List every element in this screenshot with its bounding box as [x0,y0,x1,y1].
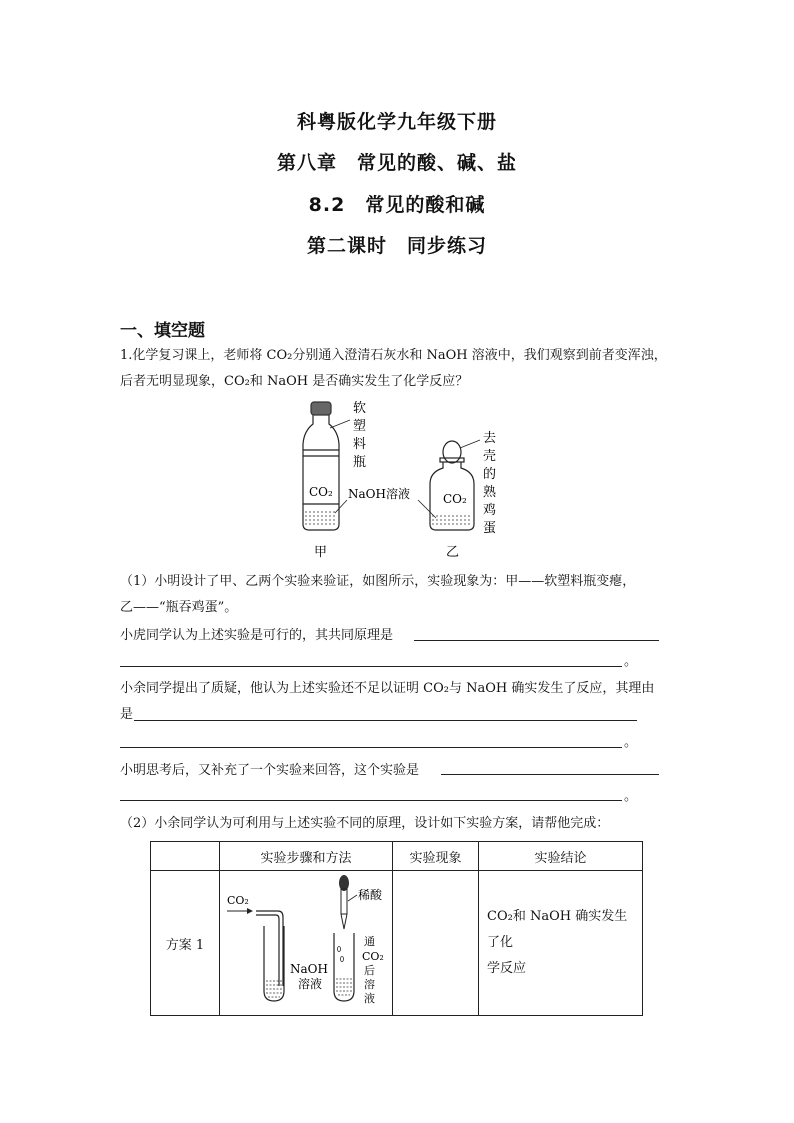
part1-line2: 乙——“瓶吞鸡蛋”。 [120,600,238,615]
apparatus-figure [290,398,510,563]
phenomenon-cell[interactable] [393,871,479,1016]
period-2: 。 [624,735,638,750]
flask-liquid [432,516,472,524]
xiaoming-prompt: 小明思考后，又补充了一个实验来回答，这个实验是 [120,763,420,778]
header-blank [151,842,220,871]
part2-prompt: （2）小余同学认为可利用与上述实验不同的原理，设计如下实验方案，请帮他完成： [120,816,610,831]
answer-blank-2b[interactable] [120,747,622,748]
row-label: 方案 1 [151,871,220,1016]
co2-label-a: CO₂ [309,485,333,499]
dropper-tube [341,889,347,914]
table-row [151,871,643,1016]
naoh-solution-label: NaOH溶液 [348,487,410,501]
q1-intro-line2: 后者无明显现象，CO₂和 NaOH 是否确实发生了化学反应？ [120,374,469,389]
conclusion-cell [479,871,643,1016]
xiaohu-prompt: 小虎同学认为上述实验是可行的，其共同原理是 [120,628,394,643]
answer-blank-1b[interactable] [120,666,622,667]
bottle-liquid [305,512,337,524]
answer-blank-2a[interactable] [134,720,637,721]
fig-solution-label: 溶液 [298,977,323,991]
egg-label: 去壳的熟鸡蛋 [483,431,497,536]
header-phenomenon: 实验现象 [393,842,479,871]
soft-plastic-bottle [303,402,339,530]
chapter-title: 第八章 常见的酸、碱、盐 [276,152,517,174]
fig-co2-label: CO₂ [227,894,249,907]
conclusion-line2: 学反应 [487,961,527,976]
header-steps: 实验步骤和方法 [220,842,393,871]
section-heading: 一、填空题 [120,321,205,341]
test-tube-figure [220,871,390,1011]
part1-line1: （1）小明设计了甲、乙两个实验来验证，如图所示，实验现象为：甲——软塑料瓶变瘪， [120,574,636,589]
conclusion-line1: CO₂和 NaOH 确实发生了化 [487,909,628,950]
period-3: 。 [624,789,638,804]
label-yi: 乙 [446,545,460,560]
q1-intro-line1: 1.化学复习课上，老师将 CO₂分别通入澄清石灰水和 NaOH 溶液中，我们观察到前者变浑浊， [120,348,667,363]
header-conclusion: 实验结论 [479,842,643,871]
co2-label-b: CO₂ [443,492,467,506]
answer-blank-1a[interactable] [414,640,659,641]
fig-acid-label: 稀酸 [358,888,383,902]
period-1: 。 [624,654,638,669]
xiaoyu-prompt-line2: 是 [120,707,134,722]
steps-figure-cell [220,871,393,1016]
bottle-label: 软塑料瓶 [353,401,367,470]
answer-blank-3b[interactable] [120,800,622,801]
flask-with-egg [430,441,474,530]
section-title: 8.2 常见的酸和碱 [308,194,486,216]
answer-blank-3a[interactable] [441,774,659,775]
label-jia: 甲 [314,545,328,560]
experiment-plan-table [150,841,643,1016]
lesson-title: 第二课时 同步练习 [306,235,487,257]
test-tube-1 [264,926,284,1001]
xiaoyu-prompt-line1: 小余同学提出了质疑，他认为上述实验还不足以证明 CO₂与 NaOH 确实发生了反应，其理由 [120,681,655,696]
table-header-row [151,842,643,871]
fig-naoh-label: NaOH [290,962,328,976]
fig-after-label: 通 CO₂ 后 溶 液 [362,935,384,1005]
doc-title: 科粤版化学九年级下册 [296,111,497,133]
